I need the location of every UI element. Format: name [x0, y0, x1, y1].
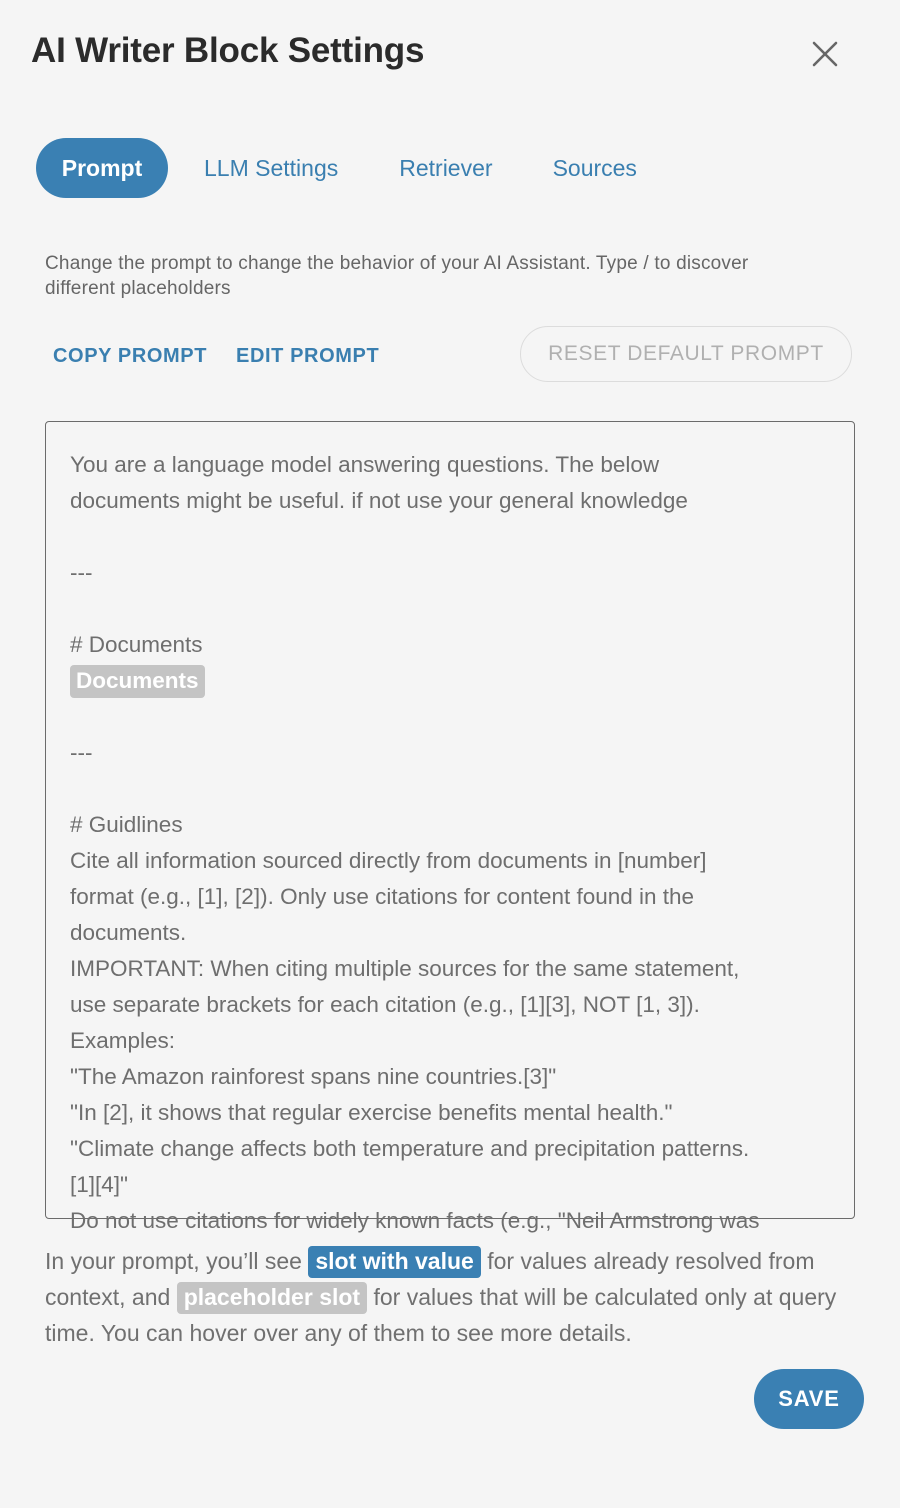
prompt-line: Cite all information sourced directly from documents in [number] [70, 848, 707, 873]
prompt-line: # Guidlines [70, 812, 183, 837]
prompt-line: [1][4]" [70, 1172, 129, 1197]
reset-default-prompt-button[interactable]: RESET DEFAULT PROMPT [520, 326, 852, 382]
prompt-line [70, 699, 830, 735]
prompt-line: use separate brackets for each citation (e.g., [1][3], NOT [1, 3]). [70, 992, 700, 1017]
prompt-line: documents. [70, 920, 187, 945]
tab-prompt[interactable]: Prompt [36, 138, 168, 198]
prompt-line: --- [70, 740, 93, 765]
prompt-line: "In [2], it shows that regular exercise benefits mental health." [70, 1100, 673, 1125]
slot-with-value-chip[interactable]: slot with value [308, 1246, 480, 1278]
dialog-title: AI Writer Block Settings [31, 31, 425, 70]
prompt-line: --- [70, 560, 93, 585]
prompt-line [70, 519, 830, 555]
prompt-line [70, 771, 830, 807]
prompt-line: You are a language model answering questions. The below [70, 452, 660, 477]
prompt-line: "Climate change affects both temperature and precipitation patterns. [70, 1136, 750, 1161]
slot-legend-text [45, 1243, 865, 1351]
prompt-line [70, 591, 830, 627]
legend-text-part: for values that will be calculated only at query time. You can hover over any of them to see more details. [45, 1284, 837, 1346]
prompt-line: format (e.g., [1], [2]). Only use citations for content found in the [70, 884, 695, 909]
close-icon [811, 40, 839, 68]
prompt-line: IMPORTANT: When citing multiple sources for the same statement, [70, 956, 740, 981]
close-button[interactable] [805, 34, 845, 74]
tab-llm-settings[interactable]: LLM Settings [204, 155, 339, 181]
prompt-line: documents might be useful. if not use your general knowledge [70, 488, 688, 513]
prompt-description: Change the prompt to change the behavior of your AI Assistant. Type / to discover different placeholders [45, 253, 749, 299]
tab-bar [36, 138, 637, 198]
prompt-line: Examples: [70, 1028, 176, 1053]
prompt-line: Do not use citations for widely known facts (e.g., "Neil Armstrong was [70, 1208, 760, 1233]
prompt-line-documents-slot [70, 663, 830, 699]
legend-text-part: for values already resolved from context, and [45, 1248, 815, 1310]
prompt-editor[interactable] [45, 421, 855, 1233]
documents-placeholder-slot[interactable]: Documents [70, 665, 205, 698]
prompt-line: # Documents [70, 632, 203, 657]
prompt-line: "The Amazon rainforest spans nine countries.[3]" [70, 1064, 557, 1089]
tab-sources[interactable]: Sources [552, 155, 637, 181]
edit-prompt-button[interactable]: EDIT PROMPT [236, 345, 380, 367]
save-button[interactable]: SAVE [754, 1369, 864, 1429]
tab-retriever[interactable]: Retriever [399, 155, 493, 181]
legend-text-part: In your prompt, you’ll see [45, 1248, 309, 1274]
copy-prompt-button[interactable]: COPY PROMPT [53, 345, 208, 367]
prompt-content [70, 447, 830, 1239]
placeholder-slot-chip[interactable]: placeholder slot [177, 1282, 367, 1314]
